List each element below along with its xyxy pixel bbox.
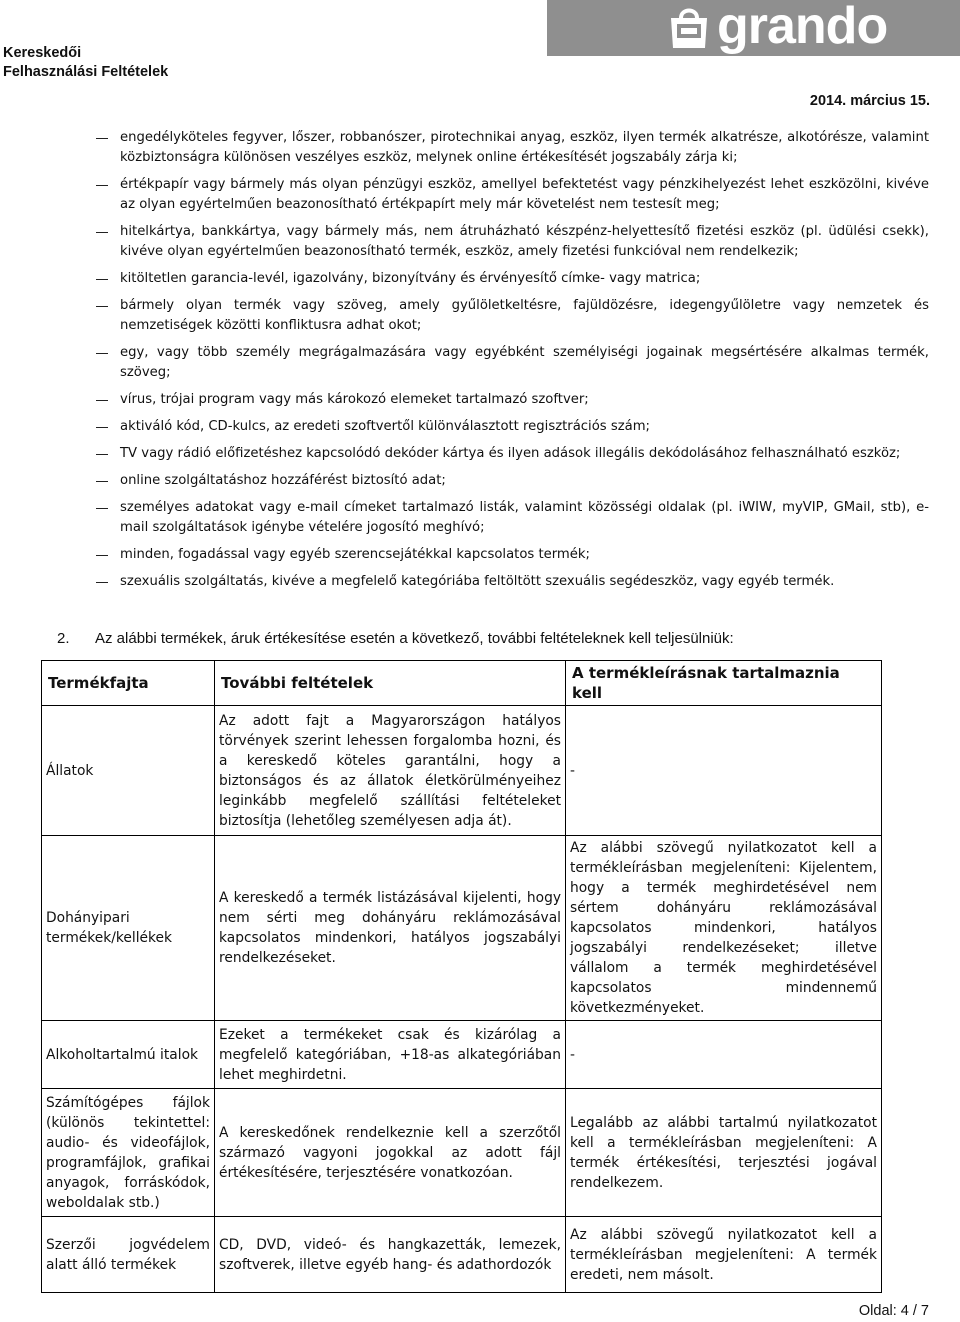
- list-item: minden, fogadással vagy egyéb szerencsejátékkal kapcsolatos termék;: [96, 545, 929, 565]
- table-row: [42, 1089, 882, 1217]
- list-item: online szolgáltatáshoz hozzáférést biztosító adat;: [96, 471, 929, 491]
- conditions-cell: A kereskedőnek rendelkeznie kell a szerzőtől származó vagyoni jogokkal az adott fájl értékesítésére, terjesztésére vonatkozóan.: [215, 1089, 566, 1217]
- dash-bullet: [96, 306, 108, 307]
- dash-bullet: [96, 185, 108, 186]
- grando-logo: [547, 0, 960, 56]
- table-row: [42, 1217, 882, 1293]
- page-number: Oldal: 4 / 7: [858, 1303, 929, 1319]
- dash-bullet: [96, 232, 108, 233]
- product-type-cell: Alkoholtartalmú italok: [42, 1021, 215, 1089]
- description-cell: Legalább az alábbi tartalmú nyilatkozatot kell a termékleírásban megjeleníteni: A termék értékesítési, terjesztési jogával rendelkezem.: [566, 1089, 882, 1217]
- dash-bullet: [96, 481, 108, 482]
- logo-text: grando: [717, 0, 888, 55]
- dash-bullet: [96, 279, 108, 280]
- conditions-cell: A kereskedő a termék listázásával kijelenti, hogy nem sérti meg dohányáru reklámozásával kapcsolatos mindenkori, hatályos jogszabályi rendelkezéseket.: [215, 836, 566, 1021]
- product-type-cell: Számítógépes fájlok (különös tekintettel: audio- és videofájlok, programfájlok, grafikai anyagok, forráskódok, weboldalak stb.): [42, 1089, 215, 1217]
- list-item: szexuális szolgáltatás, kivéve a megfelelő kategóriába feltöltött szexuális segédeszköz, vagy egyéb termék.: [96, 572, 929, 592]
- list-item: aktiváló kód, CD-kulcs, az eredeti szoftvertől különválasztott regisztrációs szám;: [96, 417, 929, 437]
- list-item: kitöltetlen garancia-levél, igazolvány, bizonyítvány és érvényesítő címke- vagy matrica;: [96, 269, 929, 289]
- dash-bullet: [96, 454, 108, 455]
- list-item: személyes adatokat vagy e-mail címeket tartalmazó listák, valamint közösségi oldalak (pl. iWIW, myVIP, GMail, stb), e-mail szolgáltatások igénybe vételére jogosító meghívó;: [96, 498, 929, 538]
- product-type-cell: Szerzői jogvédelem alatt álló termékek: [42, 1217, 215, 1293]
- dash-bullet: [96, 582, 108, 583]
- list-item: vírus, trójai program vagy más károkozó elemeket tartalmazó szoftver;: [96, 390, 929, 410]
- product-type-cell: Dohányipari termékek/kellékek: [42, 836, 215, 1021]
- table-row: [42, 836, 882, 1021]
- description-cell: Az alábbi szövegű nyilatkozatot kell a termékleírásban megjeleníteni: A termék eredeti, nem másolt.: [566, 1217, 882, 1293]
- table-row: [42, 706, 882, 836]
- description-cell: -: [566, 706, 882, 836]
- section-text: Az alábbi termékek, áruk értékesítése esetén a következő, további feltételeknek kell teljesülniük:: [95, 630, 734, 647]
- description-cell: -: [566, 1021, 882, 1089]
- dash-bullet: [96, 427, 108, 428]
- dash-bullet: [96, 400, 108, 401]
- description-cell: Az alábbi szövegű nyilatkozatot kell a termékleírásban megjeleníteni: Kijelentem, hogy a termék meghirdetésével nem sértem dohányáru reklámozásával kapcsolatos mindenkori, hatályos jogszabályi rendelkezéseket; illetve vállalom a termék meghirdetésével kapcsolatos mindennemű következményeket.: [566, 836, 882, 1021]
- document-title: [3, 44, 168, 82]
- shopping-bag-icon: [665, 6, 713, 50]
- conditions-cell: Ezeket a termékeket csak és kizárólag a megfelelő kategóriában, +18-as alkategóriában lehet meghirdetni.: [215, 1021, 566, 1089]
- list-item: bármely olyan termék vagy szöveg, amely gyűlöletkeltésre, fajüldözésre, idegengyűlöletre vagy nemzetek és nemzetiségek közötti konfliktusra adhat okot;: [96, 296, 929, 336]
- document-title-line2: Felhasználási Feltételek: [3, 64, 169, 80]
- list-item: engedélyköteles fegyver, lőszer, robbanószer, pirotechnikai anyag, eszköz, ilyen termék alkatrésze, alkotórésze, valamint közbiztonságra különösen veszélyes eszköz, melynek online értékesítését jogszabály zárja ki;: [96, 128, 929, 168]
- list-item: értékpapír vagy bármely más olyan pénzügyi eszköz, amellyel befektetést vagy pénzkihelyezést lehet eszközölni, kivéve az olyan egyértelműen beazonosítható értékpapírt mely már követelést nem testesít meg;: [96, 175, 929, 215]
- document-date: 2014. március 15.: [809, 93, 930, 109]
- dash-bullet: [96, 353, 108, 354]
- list-item: TV vagy rádió előfizetéshez kapcsolódó dekóder kártya és ilyen adások illegális dekódolásához felhasználható eszköz;: [96, 444, 929, 464]
- table-header-row: [42, 661, 882, 706]
- dash-bullet: [96, 138, 108, 139]
- conditions-cell: Az adott fajt a Magyarországon hatályos törvények szerint lehessen forgalomba hozni, és a kereskedő köteles garantálni, hogy a biztonságos és az állatok életkörülményeihez leginkább megfelelő szállítási feltételeket biztosítja (lehetőleg személyesen adja át).: [215, 706, 566, 836]
- prohibited-items-list: [96, 128, 929, 599]
- column-header: További feltételek: [215, 661, 566, 706]
- product-type-cell: Állatok: [42, 706, 215, 836]
- dash-bullet: [96, 508, 108, 509]
- conditions-cell: CD, DVD, videó- és hangkazetták, lemezek, szoftverek, illetve egyéb hang- és adathordozók: [215, 1217, 566, 1293]
- section-2-intro: [57, 629, 937, 649]
- table-row: [42, 1021, 882, 1089]
- dash-bullet: [96, 555, 108, 556]
- column-header: Termékfajta: [42, 661, 215, 706]
- column-header: A termékleírásnak tartalmaznia kell: [566, 661, 882, 706]
- product-conditions-table: [41, 660, 882, 1293]
- list-item: hitelkártya, bankkártya, vagy bármely más, nem átruházható készpénz-helyettesítő fizetési eszköz (pl. üdülési csekk), kivéve olyan egyértelműen beazonosítható termék, eszköz, amely fizetési funkcióval nem rendelkezik;: [96, 222, 929, 262]
- document-title-line1: Kereskedői: [3, 45, 82, 61]
- section-number: 2.: [57, 630, 70, 647]
- list-item: egy, vagy több személy megrágalmazására vagy egyébként személyiségi jogainak megsértésére alkalmas termék, szöveg;: [96, 343, 929, 383]
